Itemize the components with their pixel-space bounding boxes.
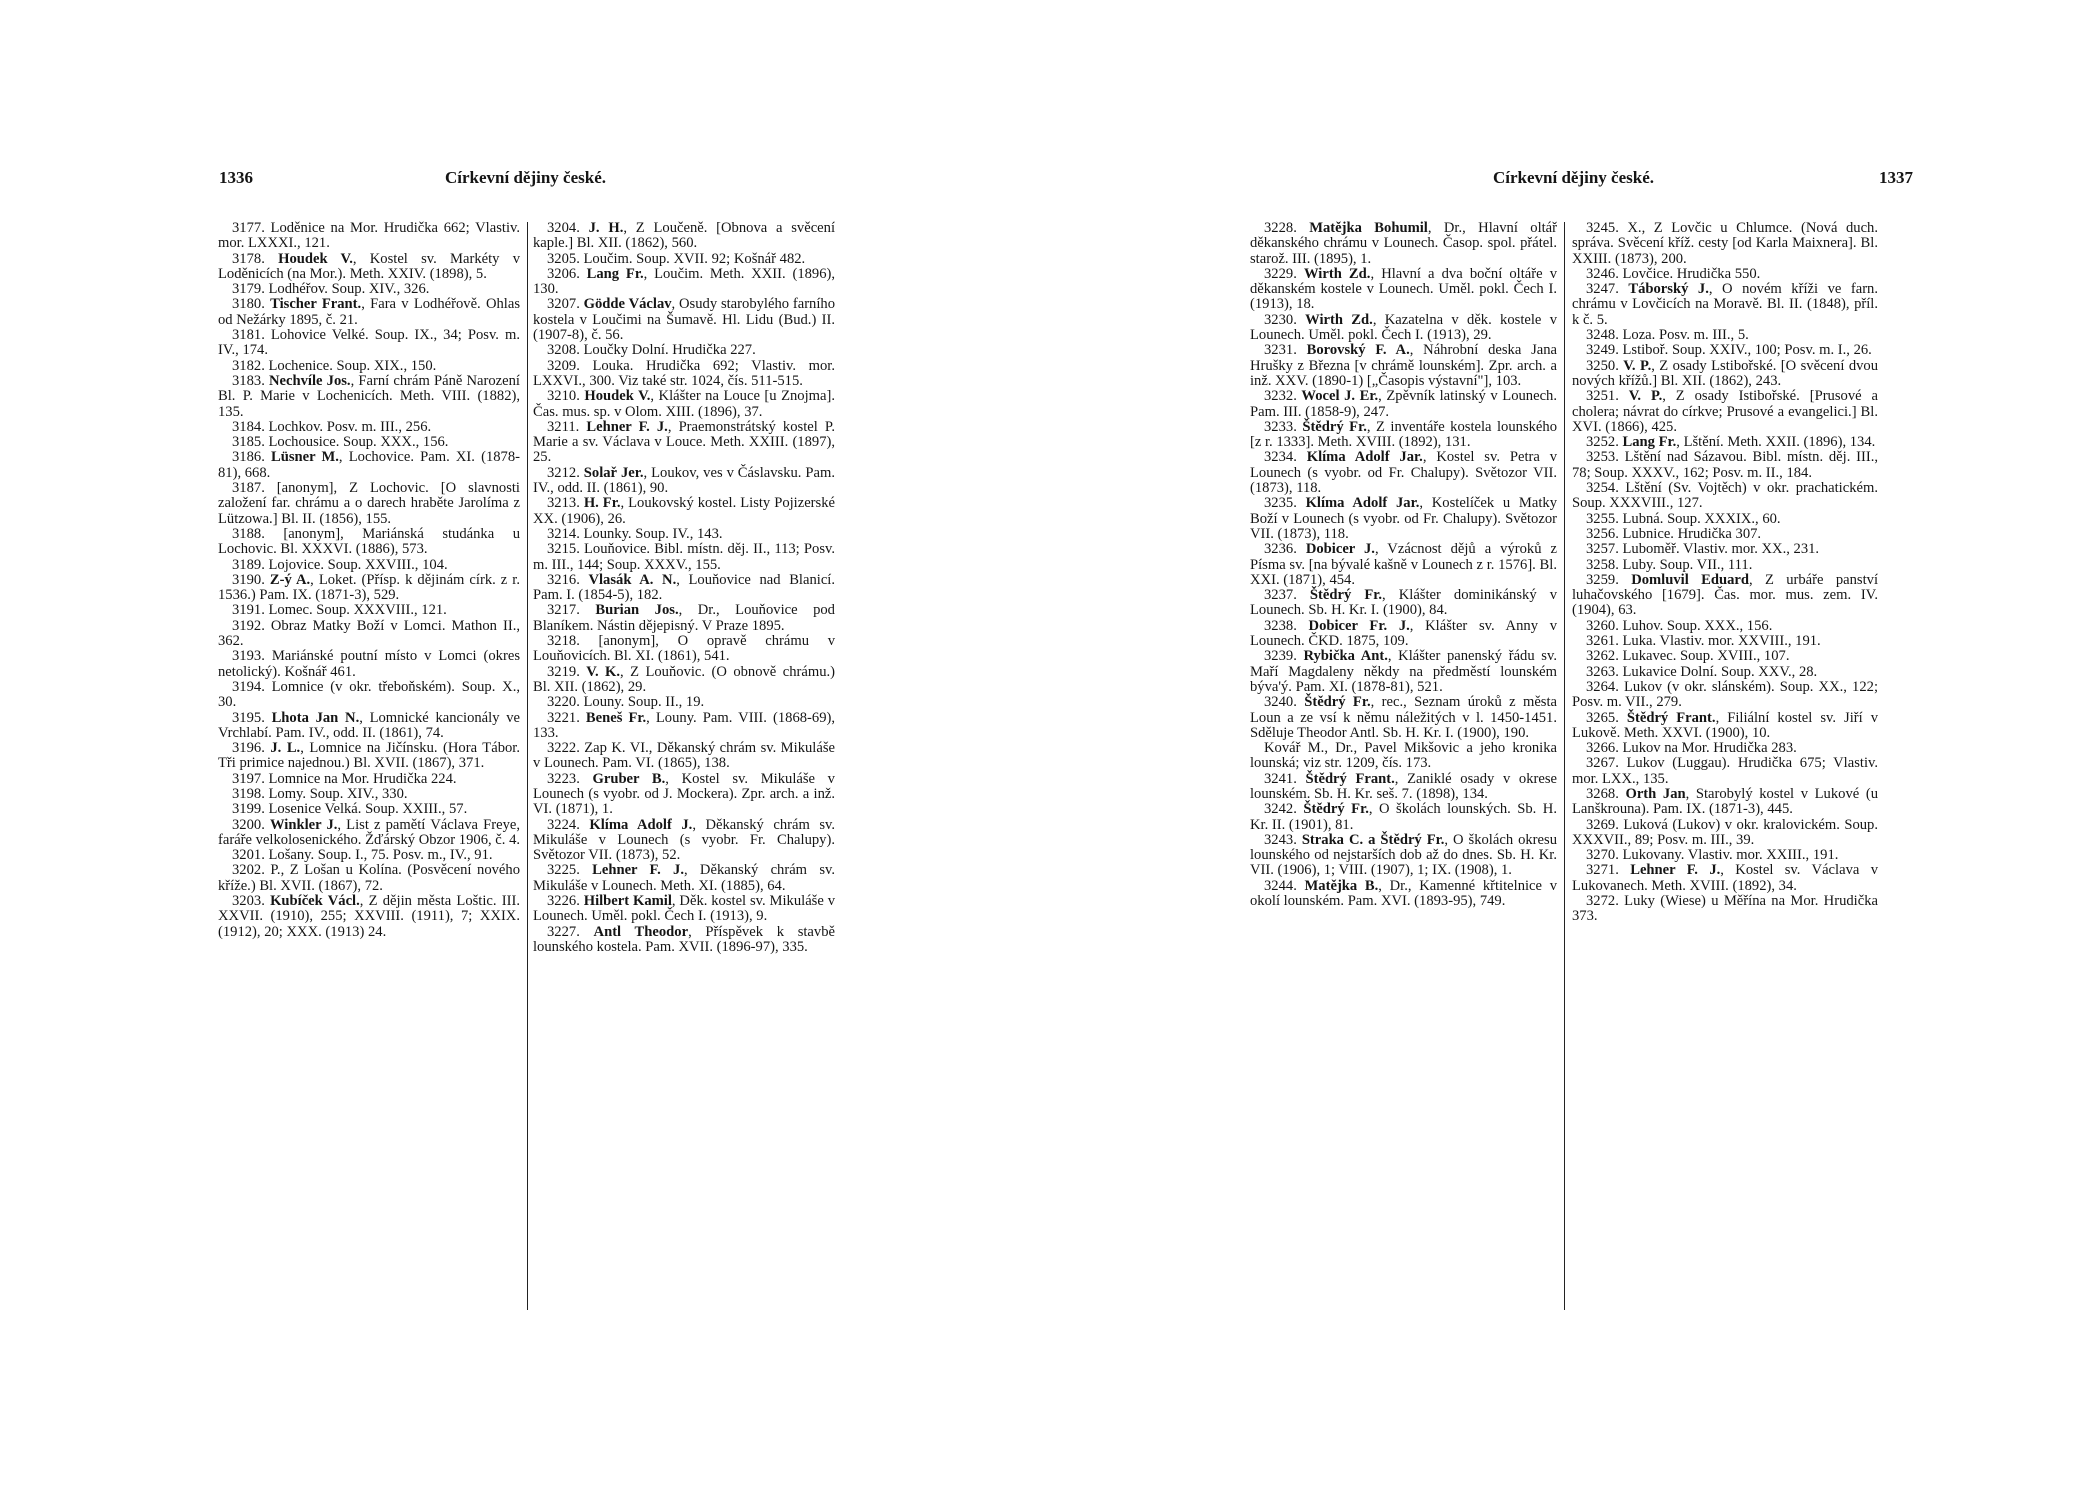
left-column-divider bbox=[527, 222, 528, 1310]
bibliography-entry: 3224. Klíma Adolf J., Děkanský chrám sv. Mikuláše v Lounech (s vyobr. Fr. Chalupy). Světozor VII. (1873), 52. bbox=[533, 816, 836, 864]
bibliography-entry: 3181. Lohovice Velké. Soup. IX., 34; Posv. m. IV., 174. bbox=[218, 327, 520, 359]
bibliography-entry: 3188. [anonym], Mariánská studánka u Lochovic. Bl. XXXVI. (1886), 573. bbox=[218, 525, 520, 558]
bibliography-entry: 3258. Luby. Soup. VII., 111. bbox=[1586, 556, 1753, 573]
bibliography-entry: 3235. Klíma Adolf Jar., Kostelíček u Matky Boží v Lounech (s vyobr. od Fr. Chalupy). Světozor VII. (1873), 118. bbox=[1250, 495, 1558, 542]
bibliography-entry: 3238. Dobicer Fr. J., Klášter sv. Anny v Lounech. ČKD. 1875, 109. bbox=[1250, 617, 1557, 650]
bibliography-entry: 3270. Lukovany. Vlastiv. mor. XXIII., 191. bbox=[1586, 847, 1839, 864]
bibliography-entry: 3186. Lüsner M., Lochovice. Pam. XI. (1878-81), 668. bbox=[218, 449, 520, 481]
bibliography-entry: 3220. Louny. Soup. II., 19. bbox=[547, 694, 705, 711]
bibliography-entry: 3272. Luky (Wiese) u Měřína na Mor. Hrudička 373. bbox=[1572, 893, 1878, 925]
bibliography-entry: 3233. Štědrý Fr., Z inventáře kostela lounského [z r. 1333]. Meth. XVIII. (1892), 131. bbox=[1250, 418, 1557, 451]
bibliography-entry: 3190. Z-ý A., Loket. (Přísp. k dějinám círk. z r. 1536.) Pam. IX. (1871-3), 529. bbox=[218, 571, 520, 604]
bibliography-entry: 3236. Dobicer J., Vzácnost dějů a výroků z Písma sv. [na bývalé kašně v Lounech z r. 1576]. Bl. XXI. (1871), 454. bbox=[1250, 541, 1557, 588]
bibliography-entry: 3210. Houdek V., Klášter na Louce [u Znojma]. Čas. mus. sp. v Olom. XIII. (1896), 37. bbox=[533, 388, 835, 420]
bibliography-entry: 3256. Lubnice. Hrudička 307. bbox=[1586, 525, 1762, 542]
bibliography-entry: 3263. Lukavice Dolní. Soup. XXV., 28. bbox=[1586, 663, 1818, 680]
right-column-a bbox=[1250, 221, 1557, 909]
left-column-a bbox=[218, 221, 520, 940]
bibliography-entry: 3260. Luhov. Soup. XXX., 156. bbox=[1586, 617, 1773, 634]
bibliography-entry: 3205. Loučim. Soup. XVII. 92; Košnář 482. bbox=[547, 250, 806, 267]
bibliography-entry: 3211. Lehner F. J., Praemonstrátský kostel P. Marie a sv. Václava v Louce. Meth. XXIII. (1897), 25. bbox=[533, 418, 836, 466]
bibliography-entry: 3182. Lochenice. Soup. XIX., 150. bbox=[232, 357, 437, 374]
bibliography-entry: 3262. Lukavec. Soup. XVIII., 107. bbox=[1586, 648, 1790, 665]
left-page-header bbox=[219, 168, 659, 192]
bibliography-entry: 3179. Lodhéřov. Soup. XIV., 326. bbox=[232, 281, 430, 298]
bibliography-entry: 3231. Borovský F. A., Náhrobní deska Jana Hrušky z Března [v chrámě lounském]. Zpr. arch. a inž. XXV. (1890-1) [„Časopis výstavní"], 103. bbox=[1250, 342, 1558, 389]
bibliography-entry: 3261. Luka. Vlastiv. mor. XXVIII., 191. bbox=[1586, 633, 1821, 650]
bibliography-entry: 3180. Tischer Frant., Fara v Lodhéřově. Ohlas od Nežárky 1895, č. 21. bbox=[218, 296, 521, 328]
bibliography-entry: 3214. Lounky. Soup. IV., 143. bbox=[547, 525, 723, 542]
bibliography-entry: 3207. Gödde Václav, Osudy starobylého farního kostela v Loučimi na Šumavě. Hl. Lidu (Bud.) II. (1907-8), č. 56. bbox=[533, 296, 835, 344]
bibliography-entry: 3264. Lukov (v okr. slánském). Soup. XX., 122; Posv. m. VII., 279. bbox=[1572, 678, 1878, 711]
bibliography-entry: 3208. Loučky Dolní. Hrudička 227. bbox=[547, 342, 756, 359]
bibliography-entry: 3197. Lomnice na Mor. Hrudička 224. bbox=[232, 770, 457, 787]
bibliography-entry: 3177. Loděnice na Mor. Hrudička 662; Vlastiv. mor. LXXXI., 121. bbox=[218, 220, 520, 252]
bibliography-entry: 3229. Wirth Zd., Hlavní a dva boční oltáře v děkanském kostele v Lounech. Uměl. pokl. Čech I. (1913), 18. bbox=[1250, 265, 1558, 313]
bibliography-entry: 3244. Matějka B., Dr., Kamenné křtitelnice v okolí lounském. Pam. XVI. (1893-95), 749. bbox=[1250, 877, 1557, 910]
bibliography-entry: 3234. Klíma Adolf Jar., Kostel sv. Petra v Lounech (s vyobr. od Fr. Chalupy). Světozor VII. (1873), 118. bbox=[1250, 449, 1557, 497]
bibliography-entry: 3269. Luková (Lukov) v okr. kralovickém. Soup. XXXVII., 89; Posv. m. III., 39. bbox=[1572, 816, 1878, 848]
bibliography-entry: 3191. Lomec. Soup. XXXVIII., 121. bbox=[232, 602, 447, 619]
right-page-number: 1337 bbox=[1879, 168, 1913, 187]
bibliography-entry: 3245. X., Z Lovčic u Chlumce. (Nová duch. správa. Svěcení kříž. cesty [od Karla Maixnera]. Bl. XXIII. (1873), 200. bbox=[1572, 220, 1878, 267]
bibliography-entry: 3204. J. H., Z Loučeně. [Obnova a svěcení kaple.] Bl. XII. (1862), 560. bbox=[533, 220, 836, 252]
bibliography-entry: 3187. [anonym], Z Lochovic. [O slavnosti založení far. chrámu a o darech hraběte Jarolíma z Lützowa.] Bl. II. (1856), 155. bbox=[218, 480, 520, 527]
left-page-number: 1336 bbox=[219, 168, 253, 187]
bibliography-entry: 3253. Lštění nad Sázavou. Bibl. místn. děj. III., 78; Soup. XXXV., 162; Posv. m. II., 184. bbox=[1572, 449, 1878, 481]
right-column-b bbox=[1572, 221, 1878, 925]
bibliography-entry: 3247. Táborský J., O novém kříži ve farn. chrámu v Lovčicích na Moravě. Bl. II. (1848), příl. k č. 5. bbox=[1572, 281, 1879, 328]
bibliography-entry: 3241. Štědrý Frant., Zaniklé osady v okrese lounském. Sb. H. Kr. seš. 7. (1898), 134. bbox=[1250, 770, 1558, 802]
bibliography-entry: 3198. Lomy. Soup. XIV., 330. bbox=[232, 785, 408, 802]
bibliography-entry: 3189. Lojovice. Soup. XXVIII., 104. bbox=[232, 556, 448, 573]
bibliography-entry: 3248. Loza. Posv. m. III., 5. bbox=[1586, 327, 1749, 344]
right-page-header bbox=[1493, 168, 1913, 192]
bibliography-entry: 3221. Beneš Fr., Louny. Pam. VIII. (1868-69), 133. bbox=[533, 709, 835, 741]
bibliography-entry: 3203. Kubíček Václ., Z dějin města Loštic. III. XXVII. (1910), 255; XXVIII. (1911), 7; XXIX. (1912), 20; XXX. (1913) 24. bbox=[218, 893, 520, 940]
bibliography-entry: 3228. Matějka Bohumil, Dr., Hlavní oltář děkanského chrámu v Lounech. Časop. spol. přátel. starož. III. (1895), 1. bbox=[1250, 220, 1558, 267]
bibliography-entry: 3193. Mariánské poutní místo v Lomci (okres netolický). Košnář 461. bbox=[218, 648, 520, 680]
bibliography-entry: 3222. Zap K. VI., Děkanský chrám sv. Mikuláše v Lounech. Pam. VI. (1865), 138. bbox=[533, 740, 835, 772]
bibliography-entry: 3212. Solař Jer., Loukov, ves v Čáslavsku. Pam. IV., odd. II. (1861), 90. bbox=[533, 464, 835, 497]
bibliography-entry: 3271. Lehner F. J., Kostel sv. Václava v Lukovanech. Meth. XVIII. (1892), 34. bbox=[1572, 862, 1879, 894]
bibliography-entry: 3209. Louka. Hrudička 692; Vlastiv. mor. LXXVI., 300. Viz také str. 1024, čís. 511-515. bbox=[533, 357, 835, 389]
bibliography-entry: 3257. Luboměř. Vlastiv. mor. XX., 231. bbox=[1586, 541, 1820, 558]
right-page bbox=[1048, 0, 2096, 1500]
bibliography-entry: 3199. Losenice Velká. Soup. XXIII., 57. bbox=[232, 801, 468, 818]
bibliography-entry: 3266. Lukov na Mor. Hrudička 283. bbox=[1586, 740, 1797, 757]
left-running-title: Církevní dějiny české. bbox=[445, 168, 607, 187]
bibliography-entry: 3184. Lochkov. Posv. m. III., 256. bbox=[232, 418, 432, 435]
bibliography-entry: 3255. Lubná. Soup. XXXIX., 60. bbox=[1586, 510, 1781, 527]
bibliography-entry: 3178. Houdek V., Kostel sv. Markéty v Loděnicích (na Mor.). Meth. XXIV. (1898), 5. bbox=[218, 250, 521, 282]
bibliography-entry: 3239. Rybička Ant., Klášter panenský řádu sv. Maří Magdaleny někdy na předměstí lounském býva'ý. Pam. XI. (1878-81), 521. bbox=[1250, 648, 1557, 695]
bibliography-entry: 3227. Antl Theodor, Příspěvek k stavbě lounského kostela. Pam. XVII. (1896-97), 335. bbox=[533, 923, 835, 955]
bibliography-entry: 3194. Lomnice (v okr. třeboňském). Soup. X., 30. bbox=[218, 678, 520, 711]
bibliography-entry: 3206. Lang Fr., Loučim. Meth. XXII. (1896), 130. bbox=[533, 265, 836, 298]
left-column-b bbox=[533, 221, 835, 955]
bibliography-entry: 3232. Wocel J. Er., Zpěvník latinský v Lounech. Pam. III. (1858-9), 247. bbox=[1250, 388, 1557, 420]
bibliography-entry: 3192. Obraz Matky Boží v Lomci. Mathon II., 362. bbox=[218, 617, 520, 650]
bibliography-entry: 3251. V. P., Z osady Istibořské. [Prusové a cholera; návrat do církve; Prusové a evangelici.] Bl. XVI. (1866), 425. bbox=[1572, 388, 1878, 435]
bibliography-entry: 3254. Lštění (Sv. Vojtěch) v okr. prachatickém. Soup. XXXVIII., 127. bbox=[1572, 480, 1878, 512]
bibliography-entry: 3201. Lošany. Soup. I., 75. Posv. m., IV., 91. bbox=[232, 847, 493, 864]
bibliography-entry: 3250. V. P., Z osady Lstibořské. [O svěcení dvou nových křížů.] Bl. XII. (1862), 243. bbox=[1572, 357, 1879, 389]
bibliography-entry: 3219. V. K., Z Louňovic. (O obnově chrámu.) Bl. XII. (1862), 29. bbox=[533, 663, 835, 695]
bibliography-entry: 3252. Lang Fr., Lštění. Meth. XXII. (1896), 134. bbox=[1586, 434, 1876, 451]
bibliography-entry: 3243. Straka C. a Štědrý Fr., O školách okresu lounského od nejstarších dob až do dnes. Sb. H. Kr. VII. (1906), 1; VIII. (1907), 1; IX. (1908), 1. bbox=[1250, 831, 1557, 879]
bibliography-entry: 3183. Nechvíle Jos., Farní chrám Páně Narození Bl. P. Marie v Lochenicích. Meth. VIII. (1882), 135. bbox=[218, 372, 520, 420]
bibliography-entry: 3202. P., Z Lošan u Kolína. (Posvěcení nového kříže.) Bl. XVII. (1867), 72. bbox=[218, 862, 520, 894]
bibliography-entry: 3268. Orth Jan, Starobylý kostel v Lukové (u Lanškrouna). Pam. IX. (1871-3), 445. bbox=[1572, 785, 1878, 818]
bibliography-entry: 3216. Vlasák A. N., Louňovice nad Blanicí. Pam. I. (1854-5), 182. bbox=[533, 571, 835, 604]
bibliography-entry: 3223. Gruber B., Kostel sv. Mikuláše v Lounech (s vyobr. od J. Mockera). Zpr. arch. a inž. VI. (1871), 1. bbox=[533, 770, 835, 818]
bibliography-entry: 3215. Louňovice. Bibl. místn. děj. II., 113; Posv. m. III., 144; Soup. XXXV., 155. bbox=[533, 541, 835, 573]
bibliography-entry: 3200. Winkler J., List z pamětí Václava Freye, faráře velkolosenického. Žďárský Obzor 1906, č. 4. bbox=[218, 816, 521, 848]
right-column-divider bbox=[1564, 222, 1565, 1310]
bibliography-entry: 3213. H. Fr., Loukovský kostel. Listy Pojizerské XX. (1906), 26. bbox=[533, 495, 835, 527]
bibliography-entry: 3240. Štědrý Fr., rec., Seznam úroků z města Loun a ze vsí k němu náležitých v l. 1450-1451. Sděluje Theodor Antl. Sb. H. Kr. I. (1900), 190. bbox=[1250, 694, 1558, 741]
bibliography-entry: 3226. Hilbert Kamil, Děk. kostel sv. Mikuláše v Lounech. Uměl. pokl. Čech I. (1913), 9. bbox=[533, 893, 836, 925]
bibliography-entry: 3196. J. L., Lomnice na Jičínsku. (Hora Tábor. Tři primice najednou.) Bl. XVII. (1867), 371. bbox=[218, 740, 520, 772]
bibliography-entry: 3246. Lovčice. Hrudička 550. bbox=[1586, 265, 1761, 282]
bibliography-entry: 3217. Burian Jos., Dr., Louňovice pod Blaníkem. Nástin dějepisný. V Praze 1895. bbox=[533, 602, 835, 634]
bibliography-entry: 3265. Štědrý Frant., Filiální kostel sv. Jiří v Lukově. Meth. XXVI. (1900), 10. bbox=[1572, 709, 1878, 741]
bibliography-entry: 3242. Štědrý Fr., O školách lounských. Sb. H. Kr. II. (1901), 81. bbox=[1250, 801, 1557, 833]
bibliography-entry: 3249. Lstiboř. Soup. XXIV., 100; Posv. m. I., 26. bbox=[1586, 342, 1872, 359]
bibliography-entry: 3259. Domluvil Eduard, Z urbáře panství luhačovského [1679]. Čas. mor. mus. zem. IV. (1904), 63. bbox=[1572, 571, 1879, 619]
bibliography-entry: 3237. Štědrý Fr., Klášter dominikánský v Lounech. Sb. H. Kr. I. (1900), 84. bbox=[1250, 587, 1557, 619]
bibliography-entry: 3195. Lhota Jan N., Lomnické kancionály ve Vrchlabí. Pam. IV., odd. II. (1861), 74. bbox=[218, 709, 521, 741]
bibliography-entry: 3185. Lochousice. Soup. XXX., 156. bbox=[232, 434, 449, 451]
bibliography-entry: 3267. Lukov (Luggau). Hrudička 675; Vlastiv. mor. LXX., 135. bbox=[1572, 755, 1878, 787]
bibliography-entry: 3225. Lehner F. J., Děkanský chrám sv. Mikuláše v Lounech. Meth. XI. (1885), 64. bbox=[533, 862, 835, 894]
right-running-title: Církevní dějiny české. bbox=[1493, 168, 1655, 187]
bibliography-entry: 3218. [anonym], O opravě chrámu v Louňovicích. Bl. XI. (1861), 541. bbox=[533, 633, 835, 665]
bibliography-entry: Kovář M., Dr., Pavel Mikšovic a jeho kronika lounská; viz str. 1209, čís. 173. bbox=[1250, 740, 1557, 772]
bibliography-entry: 3230. Wirth Zd., Kazatelna v děk. kostele v Lounech. Uměl. pokl. Čech I. (1913), 29. bbox=[1250, 311, 1558, 344]
